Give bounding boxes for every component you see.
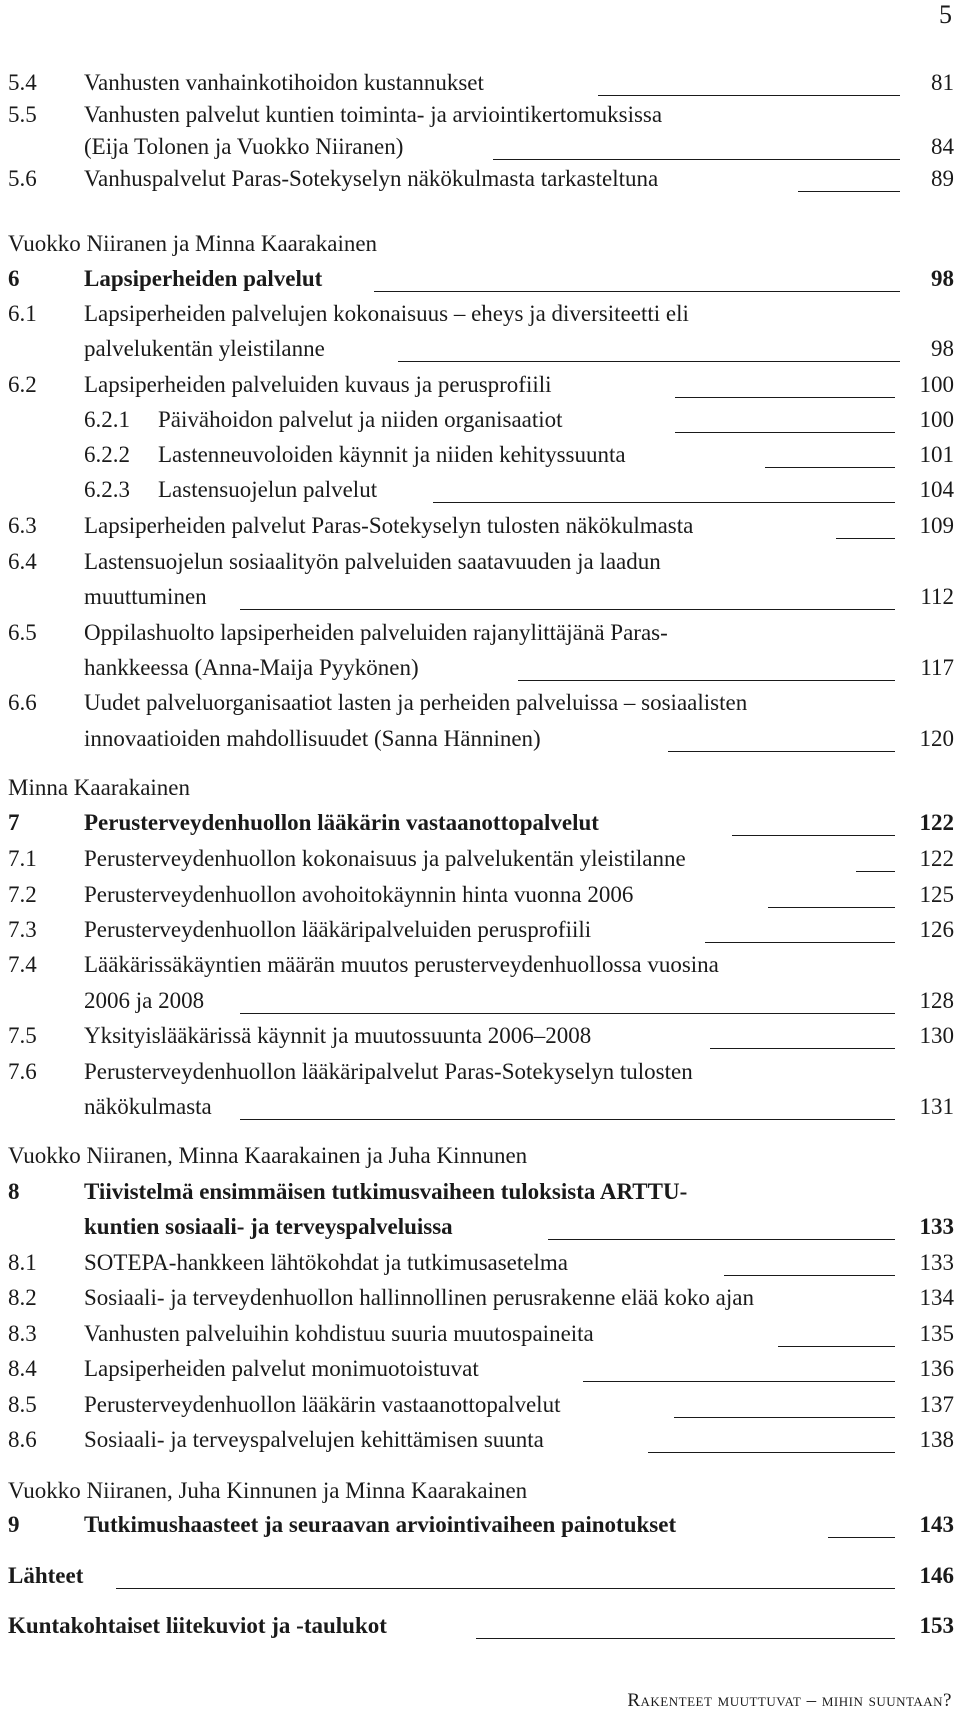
toc-number: 7 <box>8 810 20 835</box>
toc-entry <box>8 473 954 507</box>
toc-number: 8.4 <box>8 1356 37 1381</box>
dot-leader <box>798 191 900 192</box>
toc-title: Lapsiperheiden palveluiden kuvaus ja perusprofiili <box>84 372 552 397</box>
toc-entry <box>8 368 954 402</box>
toc-number: 8.2 <box>8 1285 37 1310</box>
toc-entry <box>8 1388 954 1422</box>
toc-number: 6.6 <box>8 690 37 715</box>
dot-leader <box>598 95 900 96</box>
dot-leader <box>675 397 895 398</box>
toc-page: 109 <box>919 513 954 538</box>
author-names: Vuokko Niiranen, Juha Kinnunen ja Minna Kaarakainen <box>8 1478 528 1503</box>
toc-entry-continued <box>8 651 954 685</box>
toc-title: Vanhusten palvelut kuntien toiminta- ja arviointikertomuksissa <box>84 102 663 127</box>
dot-leader <box>768 907 895 908</box>
dot-leader <box>116 1588 895 1589</box>
toc-page: 135 <box>919 1321 954 1346</box>
toc-entry <box>8 438 954 472</box>
toc-title: Päivähoidon palvelut ja niiden organisaatiot <box>158 407 563 432</box>
toc-page: 100 <box>919 372 954 397</box>
dot-leader <box>668 751 895 752</box>
toc-number: 8.6 <box>8 1427 37 1452</box>
toc-title: Lastensuojelun sosiaalityön palveluiden saatavuuden ja laadun <box>84 549 661 574</box>
toc-chapter <box>8 1175 954 1209</box>
toc-title: muuttuminen <box>84 584 207 609</box>
toc-title: kuntien sosiaali- ja terveyspalveluissa <box>84 1214 453 1239</box>
toc-title: (Eija Tolonen ja Vuokko Niiranen) <box>84 134 404 159</box>
toc-number: 6.1 <box>8 301 37 326</box>
toc-chapter <box>8 806 954 840</box>
toc-page: 112 <box>920 584 954 609</box>
toc-title: Sosiaali- ja terveydenhuollon hallinnollinen perusrakenne elää koko ajan <box>84 1285 754 1310</box>
toc-page: 133 <box>919 1250 954 1275</box>
toc-number: 7.5 <box>8 1023 37 1048</box>
toc-title: Sosiaali- ja terveyspalvelujen kehittämisen suunta <box>84 1427 544 1452</box>
toc-number: 7.1 <box>8 846 37 871</box>
toc-title: palvelukentän yleistilanne <box>84 336 325 361</box>
toc-number: 7.2 <box>8 882 37 907</box>
toc-page: 131 <box>919 1094 954 1119</box>
toc-title: Lapsiperheiden palvelut Paras-Sotekyselyn tulosten näkökulmasta <box>84 513 694 538</box>
toc-page: 146 <box>919 1563 954 1588</box>
toc-title: Yksityislääkärissä käynnit ja muutossuunta 2006–2008 <box>84 1023 592 1048</box>
toc-page: 98 <box>931 266 954 291</box>
toc-entry <box>8 616 954 650</box>
toc-page: 137 <box>919 1392 954 1417</box>
dot-leader <box>493 159 900 160</box>
toc-title: Perusterveydenhuollon avohoitokäynnin hinta vuonna 2006 <box>84 882 634 907</box>
dot-leader <box>710 1048 895 1049</box>
toc-title: Uudet palveluorganisaatiot lasten ja perheiden palveluissa – sosiaalisten <box>84 690 748 715</box>
toc-page: 153 <box>919 1613 954 1638</box>
toc-page: 89 <box>931 166 954 191</box>
toc-entry <box>8 66 954 100</box>
toc-number: 8 <box>8 1179 20 1204</box>
dot-leader <box>648 1452 895 1453</box>
toc-number: 6.2.2 <box>84 442 130 467</box>
dot-leader <box>778 1346 895 1347</box>
toc-title: innovaatioiden mahdollisuudet (Sanna Hänninen) <box>84 726 541 751</box>
toc-entry-continued <box>8 332 954 366</box>
toc-title: Perusterveydenhuollon lääkäripalvelut Paras-Sotekyselyn tulosten <box>84 1059 693 1084</box>
toc-title: Lastensuojelun palvelut <box>158 477 378 502</box>
dot-leader <box>724 1275 895 1276</box>
toc-title: Lapsiperheiden palvelujen kokonaisuus – eheys ja diversiteetti eli <box>84 301 689 326</box>
toc-number: 5.5 <box>8 102 37 127</box>
toc-entry-continued <box>8 1090 954 1124</box>
toc-entry-continued <box>8 984 954 1018</box>
toc-title: Vanhusten palveluihin kohdistuu suuria muutospaineita <box>84 1321 594 1346</box>
toc-entry <box>8 948 954 982</box>
dot-leader <box>856 871 895 872</box>
toc-title: Tutkimushaasteet ja seuraavan arviointivaiheen painotukset <box>84 1512 677 1537</box>
dot-leader <box>732 835 895 836</box>
toc-title: Perusterveydenhuollon kokonaisuus ja palvelukentän yleistilanne <box>84 846 686 871</box>
toc-number: 8.3 <box>8 1321 37 1346</box>
dot-leader <box>765 467 895 468</box>
toc-entry <box>8 913 954 947</box>
dot-leader <box>240 1013 895 1014</box>
toc-title: Vanhusten vanhainkotihoidon kustannukset <box>84 70 484 95</box>
toc-title: Lähteet <box>8 1563 84 1588</box>
dot-leader <box>240 1119 895 1120</box>
dot-leader <box>675 432 895 433</box>
toc-page: 117 <box>920 655 954 680</box>
toc-chapter <box>8 1508 954 1542</box>
toc-title: näkökulmasta <box>84 1094 212 1119</box>
toc-number: 6.2.3 <box>84 477 130 502</box>
toc-entry <box>8 1246 954 1280</box>
toc-page: 101 <box>919 442 954 467</box>
toc-entry-continued <box>8 580 954 614</box>
dot-leader <box>518 680 895 681</box>
toc-page: 130 <box>919 1023 954 1048</box>
dot-leader <box>374 291 900 292</box>
toc-number: 7.3 <box>8 917 37 942</box>
toc-entry <box>8 162 954 196</box>
running-footer: Rakenteet muuttuvat – mihin suuntaan? <box>627 1690 952 1711</box>
toc-title: Tiivistelmä ensimmäisen tutkimusvaiheen tuloksista ARTTU- <box>84 1179 688 1204</box>
author-names: Vuokko Niiranen, Minna Kaarakainen ja Juha Kinnunen <box>8 1143 528 1168</box>
toc-page: 81 <box>931 70 954 95</box>
toc-title: Lastenneuvoloiden käynnit ja niiden kehityssuunta <box>158 442 626 467</box>
dot-leader <box>828 1537 895 1538</box>
toc-page: 122 <box>919 810 954 835</box>
toc-entry <box>8 297 954 331</box>
toc-number: 6.4 <box>8 549 37 574</box>
toc-entry <box>8 1055 954 1089</box>
toc-title: Vanhuspalvelut Paras-Sotekyselyn näkökulmasta tarkasteltuna <box>84 166 659 191</box>
toc-title: Oppilashuolto lapsiperheiden palveluiden rajanylittäjänä Paras- <box>84 620 668 645</box>
dot-leader <box>240 609 895 610</box>
toc-entry-continued <box>8 130 954 164</box>
toc-number: 7.4 <box>8 952 37 977</box>
toc-page: 104 <box>919 477 954 502</box>
toc-number: 6.5 <box>8 620 37 645</box>
toc-number: 7.6 <box>8 1059 37 1084</box>
toc-chapter <box>8 1559 954 1593</box>
toc-number: 6 <box>8 266 20 291</box>
toc-number: 5.4 <box>8 70 37 95</box>
toc-title: Kuntakohtaiset liitekuviot ja -taulukot <box>8 1613 387 1638</box>
toc-page: 136 <box>919 1356 954 1381</box>
toc-chapter-continued <box>8 1210 954 1244</box>
dot-leader <box>433 502 895 503</box>
toc-page: 128 <box>919 988 954 1013</box>
toc-entry <box>8 509 954 543</box>
toc-number: 9 <box>8 1512 20 1537</box>
toc-entry <box>8 545 954 579</box>
dot-leader <box>674 1417 895 1418</box>
toc-chapter <box>8 1609 954 1643</box>
toc-page: 126 <box>919 917 954 942</box>
toc-title: Lapsiperheiden palvelut <box>84 266 323 291</box>
toc-page: 120 <box>919 726 954 751</box>
toc-page: 134 <box>919 1285 954 1310</box>
toc-entry <box>8 842 954 876</box>
dot-leader <box>476 1638 895 1639</box>
chapter-author <box>8 1139 954 1173</box>
toc-page: 100 <box>919 407 954 432</box>
chapter-author <box>8 227 954 261</box>
dot-leader <box>836 538 895 539</box>
toc-chapter <box>8 262 954 296</box>
dot-leader <box>398 361 900 362</box>
toc-page: 133 <box>919 1214 954 1239</box>
toc-number: 6.3 <box>8 513 37 538</box>
toc-title: SOTEPA-hankkeen lähtökohdat ja tutkimusasetelma <box>84 1250 568 1275</box>
chapter-author <box>8 1474 954 1508</box>
toc-title: hankkeessa (Anna-Maija Pyykönen) <box>84 655 419 680</box>
toc-number: 6.2 <box>8 372 37 397</box>
toc-title: Perusterveydenhuollon lääkärin vastaanottopalvelut <box>84 1392 561 1417</box>
toc-entry <box>8 1317 954 1351</box>
toc-title: 2006 ja 2008 <box>84 988 205 1013</box>
author-names: Minna Kaarakainen <box>8 775 191 800</box>
toc-page: 138 <box>919 1427 954 1452</box>
toc-page: 84 <box>931 134 954 159</box>
toc-entry <box>8 1019 954 1053</box>
toc-entry <box>8 878 954 912</box>
dot-leader <box>583 1381 895 1382</box>
toc-entry <box>8 1423 954 1457</box>
toc-title: Perusterveydenhuollon lääkäripalveluiden perusprofiili <box>84 917 592 942</box>
toc-entry <box>8 98 954 132</box>
toc-entry <box>8 403 954 437</box>
toc-page: 98 <box>931 336 954 361</box>
toc-number: 8.5 <box>8 1392 37 1417</box>
dot-leader <box>548 1239 895 1240</box>
toc-number: 8.1 <box>8 1250 37 1275</box>
chapter-author <box>8 771 954 805</box>
toc-title: Perusterveydenhuollon lääkärin vastaanottopalvelut <box>84 810 599 835</box>
toc-page: 125 <box>919 882 954 907</box>
toc-title: Lääkärissäkäyntien määrän muutos perusterveydenhuollossa vuosina <box>84 952 719 977</box>
toc-entry-continued <box>8 722 954 756</box>
toc-entry <box>8 686 954 720</box>
toc-entry <box>8 1352 954 1386</box>
toc-number: 6.2.1 <box>84 407 130 432</box>
page-number: 5 <box>939 0 952 29</box>
toc-number: 5.6 <box>8 166 37 191</box>
dot-leader <box>705 942 895 943</box>
toc-entry <box>8 1281 954 1315</box>
author-names: Vuokko Niiranen ja Minna Kaarakainen <box>8 231 378 256</box>
toc-title: Lapsiperheiden palvelut monimuotoistuvat <box>84 1356 479 1381</box>
toc-page: 143 <box>919 1512 954 1537</box>
toc-page: 122 <box>919 846 954 871</box>
